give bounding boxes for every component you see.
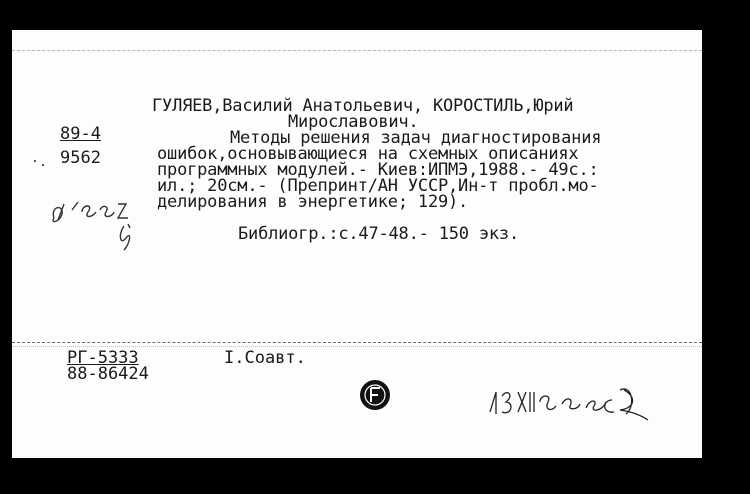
- bibliography-line: Библиогр.:с.47-48.- 150 экз.: [238, 224, 519, 244]
- code-rg: РГ-5333: [67, 348, 139, 368]
- publication-line: программных модулей.- Киев:ИПМЭ,1988.- 49с.:: [157, 160, 599, 180]
- card-codes: [67, 350, 149, 382]
- title-line-cont: ошибок,основывающиеся на схемных описаниях: [157, 144, 579, 164]
- handwritten-date-signature: [486, 382, 676, 422]
- series-line: ил.; 20см.- (Препринт/АН УССР,Ин-т пробл.мо-: [157, 176, 599, 196]
- separator-dotted-line: [12, 346, 702, 347]
- author-line-cont: Мирославович.: [288, 112, 419, 132]
- library-stamp-icon: [358, 378, 392, 412]
- series-line-cont: делирования в энергетике; 129).: [157, 192, 469, 212]
- shelfmark-line-1: 89-4: [60, 124, 101, 144]
- shelfmark: [60, 122, 101, 170]
- separator-line: [12, 342, 702, 343]
- shelfmark-line-2: 9562: [60, 148, 101, 168]
- top-dashed-line: [12, 50, 702, 51]
- code-number: 88-86424: [67, 364, 149, 384]
- catalog-card: [12, 30, 702, 458]
- title-line: Методы решения задач диагностирования: [230, 128, 602, 148]
- ink-speck: [42, 164, 44, 166]
- author-line: ГУЛЯЕВ,Василий Анатольевич, КОРОСТИЛЬ,Юрий: [152, 96, 574, 116]
- ink-speck: [34, 160, 36, 162]
- coauthor-note: I.Соавт.: [224, 348, 306, 368]
- handwritten-inventory-mark: [48, 198, 140, 260]
